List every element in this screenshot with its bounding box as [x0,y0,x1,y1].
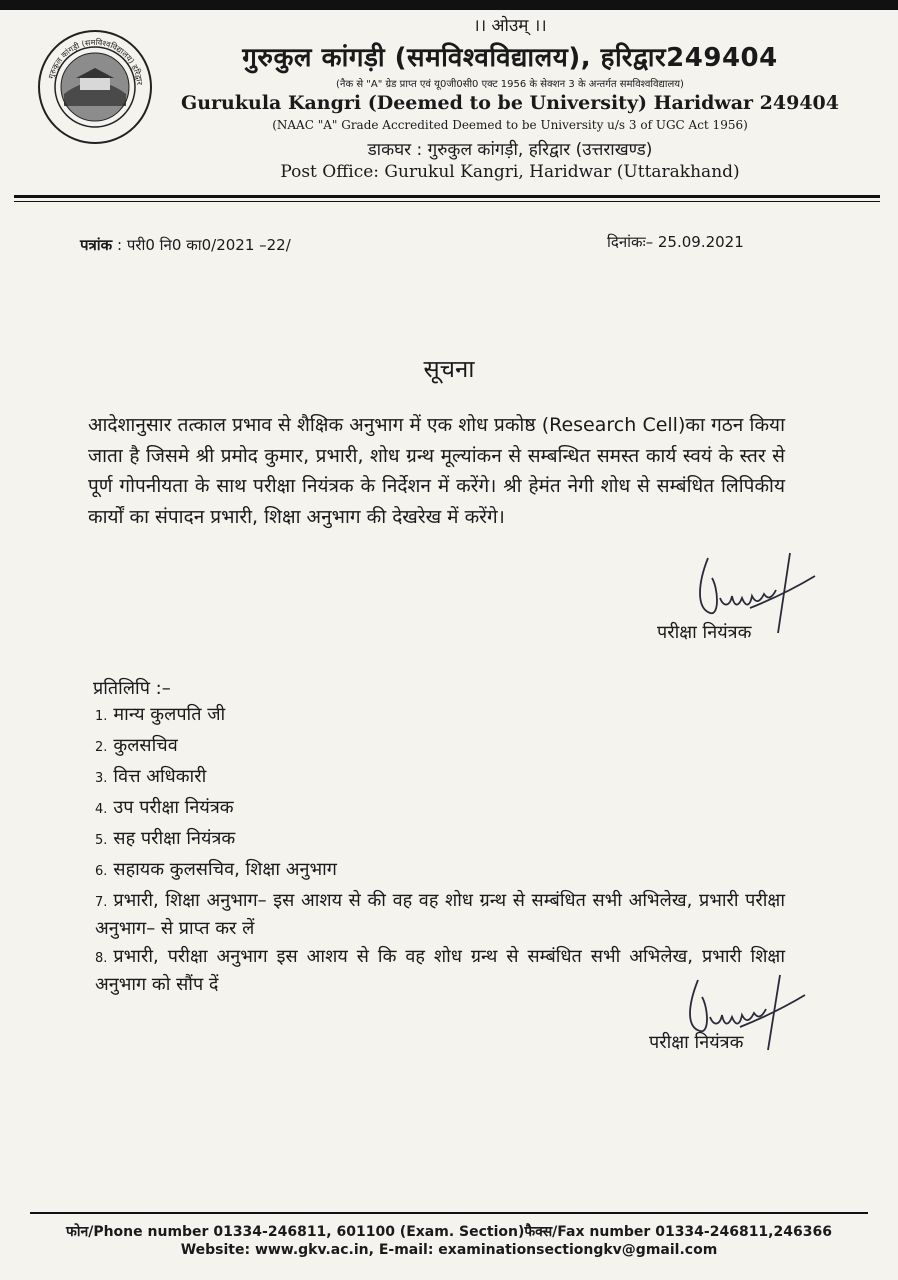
post-office-english: Post Office: Gurukul Kangri, Haridwar (Uttarakhand) [280,162,740,182]
list-item: 3. वित्त अधिकारी [95,766,207,787]
footer-website-email: Website: www.gkv.ac.in, E-mail: examinationsectiongkv@gmail.com [180,1242,718,1258]
signatory-title-2: परीक्षा नियंत्रक [649,1032,744,1053]
top-border [0,0,898,10]
list-item: 8. प्रभारी, परीक्षा अनुभाग इस आशय से कि वह शोध ग्रन्थ से सम्बंधित सभी अभिलेख, प्रभारी शिक्षा अनुभाग को सौंप दें [95,946,785,995]
post-office-hindi: डाकघर : गुरुकुल कांगड़ी, हरिद्वार (उत्तराखण्ड) [367,140,653,160]
university-name-english: Gurukula Kangri (Deemed to be University) Haridwar 249404 [180,92,839,114]
svg-text:गुरुकुल कांगड़ी (समविश्वविद्या: गुरुकुल कांगड़ी (समविश्वविद्यालय) हरिद्वार [46,37,144,86]
accreditation-english: (NAAC "A" Grade Accredited Deemed to be University u/s 3 of UGC Act 1956) [272,118,748,132]
university-name-hindi: गुरुकुल कांगड़ी (समविश्वविद्यालय), हरिद्वार249404 [242,43,778,73]
header-rule-thin [14,201,880,202]
reference-label: पत्रांक [80,236,113,254]
list-item: 2. कुलसचिव [95,735,178,756]
reference-value: : परी0 नि0 का0/2021 –22/ [117,236,291,254]
copy-to-heading: प्रतिलिपि :– [93,678,171,699]
letter-date: दिनांकः– 25.09.2021 [607,233,744,251]
list-item: 7. प्रभारी, शिक्षा अनुभाग– इस आशय से की वह वह शोध ग्रन्थ से सम्बंधित सभी अभिलेख, प्रभारी परीक्षा अनुभाग– से प्राप्त कर लें [95,890,785,939]
accreditation-hindi: (नैक से "A" ग्रेड प्राप्त एवं यू0जी0सी0 एक्ट 1956 के सेक्शन 3 के अन्तर्गत समविश्वविद्यालय) [336,79,684,90]
list-item: 1. मान्य कुलपति जी [95,704,226,725]
notice-title: सूचना [423,355,475,383]
list-item: 4. उप परीक्षा नियंत्रक [95,797,234,818]
footer-contact: फोन/Phone number 01334-246811, 601100 (Exam. Section)फैक्स/Fax number 01334-246811,246366 [66,1224,832,1240]
notice-body: आदेशानुसार तत्काल प्रभाव से शैक्षिक अनुभाग में एक शोध प्रकोष्ठ (Research Cell)का गठन किया जाता है जिसमे श्री प्रमोद कुमार, प्रभारी, शोध ग्रन्थ मूल्यांकन से सम्बन्धित समस्त कार्य स्वयं के स्तर से पूर्ण गोपनीयता के साथ परीक्षा नियंत्रक के निर्देशन में करेंगे। श्री हेमंत नेगी शोध से सम्बंधित लिपिकीय कार्यों का संपादन प्रभारी, शिक्षा अनुभाग की देखरेख में करेंगे। [88,414,785,528]
footer-rule [30,1212,868,1214]
list-item: 5. सह परीक्षा नियंत्रक [95,828,236,849]
om-invocation: ।। ओउम् ।। [473,16,547,36]
list-item: 6. सहायक कुलसचिव, शिक्षा अनुभाग [95,859,337,880]
signatory-title-1: परीक्षा नियंत्रक [657,622,752,643]
header-rule [14,195,880,198]
copy-to-list [95,700,785,998]
reference-number [80,235,291,255]
university-seal-logo [36,28,154,146]
